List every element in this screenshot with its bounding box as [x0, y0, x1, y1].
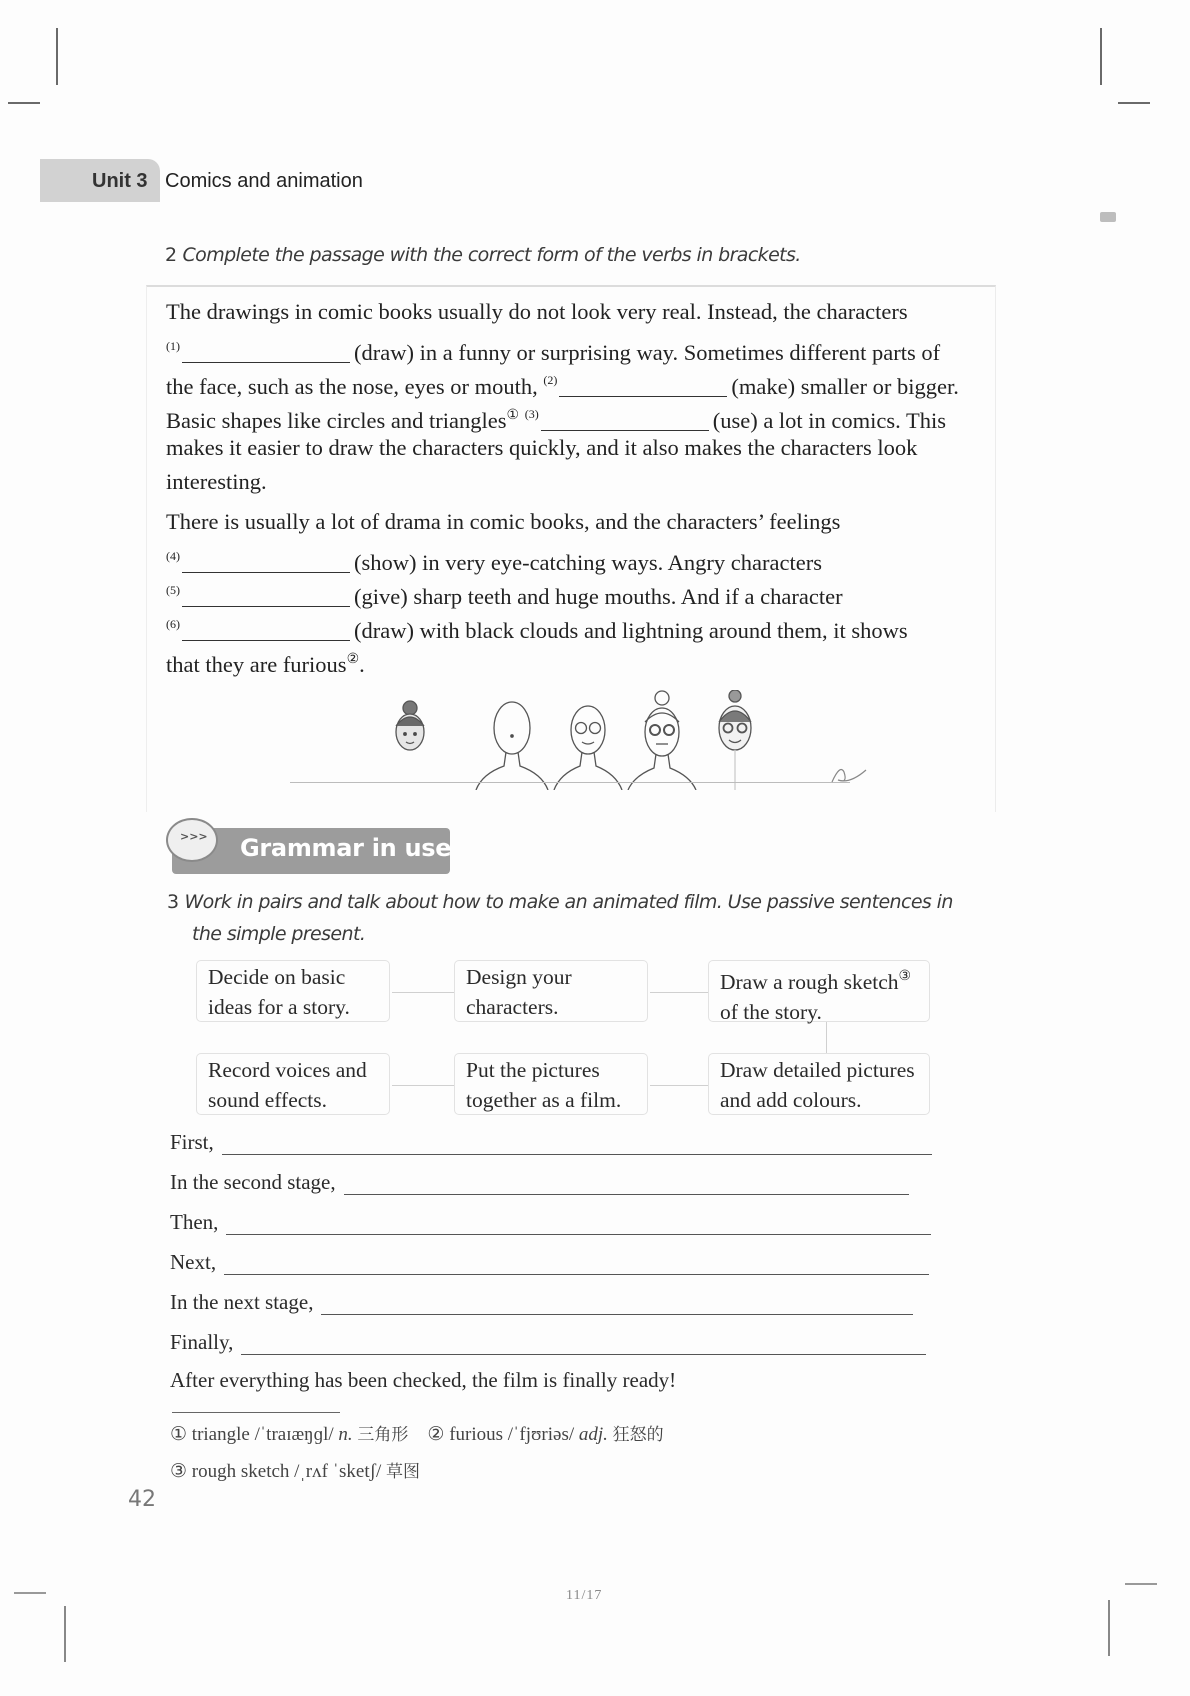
- instruction-text: Work in pairs and talk about how to make an animated film. Use passive sentences in: [184, 891, 953, 913]
- prompt-next-stage: [170, 1290, 913, 1315]
- blank-marker: (3): [524, 407, 539, 421]
- blank-2-input[interactable]: [559, 376, 727, 397]
- prompt-label: In the next stage,: [170, 1290, 314, 1314]
- blank-1-input[interactable]: [182, 342, 350, 363]
- flow-step-1: Decide on basic ideas for a story.: [196, 960, 390, 1022]
- passage-line: $^{(5)}$ (give) sharp teeth and huge mouths. And if a character: [166, 583, 843, 609]
- unit-label: Unit 3: [92, 170, 148, 192]
- closing-sentence: After everything has been checked, the film is finally ready!: [170, 1368, 677, 1392]
- flow-step-5: Put the pictures together as a film.: [454, 1053, 648, 1115]
- blank-marker: (4): [166, 549, 180, 563]
- answer-line-input[interactable]: [222, 1132, 932, 1155]
- blank-3-input[interactable]: [541, 410, 709, 431]
- footnote-row-2: ③ rough sketch /ˌrʌf ˈsketʃ/ 草图: [170, 1461, 420, 1482]
- grammar-section-title: Grammar in use: [240, 834, 452, 862]
- prompt-label: Next,: [170, 1250, 217, 1274]
- blank-marker: (1): [166, 339, 180, 353]
- sketch-outline: [476, 702, 548, 790]
- passage-line: Basic shapes like circles and triangles① $^{(3)}$ (use) a lot in comics. This: [166, 407, 947, 433]
- blank-marker: (5): [166, 583, 180, 597]
- answer-line-input[interactable]: [224, 1252, 929, 1275]
- answer-line-input[interactable]: [321, 1292, 913, 1315]
- sketch-glasses: [554, 706, 622, 790]
- exercise-3-instruction: [167, 891, 953, 913]
- crop-mark-top-left-h: [8, 102, 40, 104]
- passage-line: The drawings in comic books usually do not look very real. Instead, the characters: [166, 299, 908, 324]
- flow-step-4: Draw detailed pictures and add colours.: [708, 1053, 930, 1115]
- prompt-finally: [170, 1330, 926, 1355]
- blank-5-input[interactable]: [182, 586, 350, 607]
- passage-line: the face, such as the nose, eyes or mouth, $^{(2)}$ (make) smaller or bigger.: [166, 373, 959, 399]
- crop-mark-bottom-left-v: [64, 1606, 66, 1662]
- blank-6-input[interactable]: [182, 620, 350, 641]
- prompt-then: [170, 1210, 931, 1235]
- crop-mark-bottom-right-h: [1125, 1583, 1157, 1585]
- instruction-text: Complete the passage with the correct form of the verbs in brackets.: [182, 244, 801, 266]
- flow-step-3: Draw a rough sketch③ of the story.: [708, 960, 930, 1022]
- prompt-next: [170, 1250, 929, 1275]
- pdf-page-indicator: 11/17: [566, 1588, 603, 1603]
- exercise-number: 2: [165, 244, 177, 266]
- prompt-label: Then,: [170, 1210, 219, 1234]
- blank-marker: (6): [166, 617, 180, 631]
- flow-step-6: Record voices and sound effects.: [196, 1053, 390, 1115]
- flow-arrow-right: [650, 992, 708, 993]
- footnote-row-1: ① triangle /ˈtraɪæŋɡl/ n. 三角形 ② furious /ˈfjʊriəs/ adj. 狂怒的: [170, 1424, 664, 1445]
- blank-marker: (2): [543, 373, 558, 387]
- exercise-3-instruction-cont: the simple present.: [192, 923, 366, 945]
- passage-line: makes it easier to draw the characters quickly, and it also makes the characters look: [166, 435, 918, 460]
- answer-line-input[interactable]: [226, 1212, 931, 1235]
- crop-mark-top-right-v: [1100, 28, 1102, 85]
- unit-title: Comics and animation: [165, 170, 363, 192]
- answer-line-input[interactable]: [241, 1332, 926, 1355]
- flow-arrow-right: [392, 992, 454, 993]
- sketch-finished: [396, 701, 424, 750]
- exercise-2-instruction: [165, 244, 801, 266]
- character-sketches-illustration: [370, 690, 880, 790]
- illustration-baseline: [290, 782, 850, 783]
- scribble-decoration: [830, 762, 870, 786]
- footnote-ref: ③: [898, 969, 912, 984]
- crop-mark-bottom-left-h: [14, 1592, 46, 1594]
- footnote-ref: ①: [506, 408, 520, 423]
- passage-line: There is usually a lot of drama in comic books, and the characters’ feelings: [166, 509, 841, 534]
- crop-mark-top-right-h: [1118, 102, 1150, 104]
- passage-line: interesting.: [166, 469, 267, 494]
- passage-line: $^{(4)}$ (show) in very eye-catching ways. Angry characters: [166, 549, 822, 575]
- crop-mark-top-left-v: [56, 28, 58, 85]
- flow-arrow-down: [826, 1022, 827, 1053]
- flow-arrow-left: [392, 1085, 454, 1086]
- passage-line: $^{(6)}$ (draw) with black clouds and lightning around them, it shows: [166, 617, 908, 643]
- prompt-label: Finally,: [170, 1330, 234, 1354]
- flow-step-2: Design your characters.: [454, 960, 648, 1022]
- page-number: 42: [128, 1487, 156, 1512]
- footnote-ref: ②: [346, 652, 360, 667]
- prompt-label: In the second stage,: [170, 1170, 336, 1194]
- crop-mark-bottom-right-v: [1108, 1600, 1110, 1656]
- sketch-bun-glasses: [628, 691, 696, 790]
- answer-line-input[interactable]: [344, 1172, 909, 1195]
- passage-line: that they are furious②.: [166, 652, 365, 677]
- page-edge-tab-icon: [1100, 212, 1116, 222]
- prompt-second-stage: [170, 1170, 909, 1195]
- passage-line: $^{(1)}$ (draw) in a funny or surprising way. Sometimes different parts of: [166, 339, 941, 365]
- footnote-divider: [172, 1412, 340, 1413]
- prompt-label: First,: [170, 1130, 214, 1154]
- blank-4-input[interactable]: [182, 552, 350, 573]
- prompt-first: [170, 1130, 932, 1155]
- sketch-colored: [719, 690, 751, 790]
- exercise-number: 3: [167, 891, 179, 913]
- speech-bubble-arrows: >>>: [180, 830, 208, 843]
- flow-arrow-left: [650, 1085, 708, 1086]
